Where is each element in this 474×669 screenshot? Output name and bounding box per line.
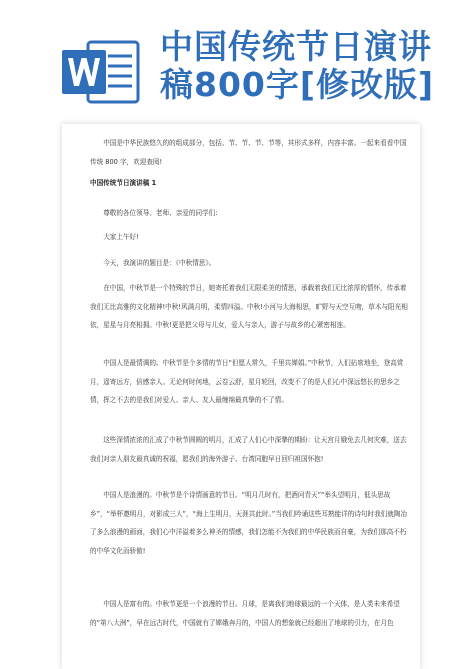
title-line-2: 稿800字[修改版] [160, 65, 435, 104]
paragraph-2: 中国人是最情调的。中秋节是个多情的节日“但愿人常久，千里共婵娟。”中秋节，人们拈席地坐，登高赏月，遥寄远方，倍感亲人。无论何时何地，云卷云舒，星月轮回，改变不了的是人们心中深远悠长的思乡之情，挥之不去的是我们对爱人、亲人、友人最缠绵最真挚的不了情。 [90, 359, 404, 404]
page-title [160, 28, 460, 104]
header-banner [0, 0, 474, 118]
topic-line: 今天，我演讲的题目是：《中秋情思》。 [103, 259, 216, 267]
title-line-1: 中国传统节日演讲 [160, 27, 432, 66]
paragraph-5: 中国人是富有的。中秋节更是一个浪漫的节日。月球，是离我们地球最远的一个天体，是人类未来希望的“第八大洲”，早在远古时代，中国就有了嫦娥奔月的，中国人的想象就已经超出了地球的引力，在月色 [90, 600, 400, 627]
paragraph-1: 在中国，中秋节是一个特殊的节日，她寄托着我们无限柔美的情思，承载着我们无比浓厚的情怀，传承着我们无比高雅的文化精神!中秋!风满月明，柔情四溢。中秋!小河与大海相思，旷野与天空互吻，草木与阳光相依，星星与月亮相拥。中秋!更是把父母与儿女，爱人与亲人，游子与故乡的心紧密相连。 [90, 284, 408, 329]
hello-line: 大家上午好! [103, 233, 139, 241]
intro-paragraph: 中国是中华民族悠久的的组成部分，包括、节、节、节、节等，其形式多样，内容丰富。一起来看看中国传统 800 字，欢迎查阅! [90, 139, 407, 166]
paragraph-3: 这些深情浓浓的汇成了中秋节圆圆的明月，汇成了人们心中深摯的期盼：让天宫月娥免去几何灾难，送去我们对亲人朋友最真诚的祝福，愿我们的海外游子、台湾同胞早日回归祖国怀抱! [90, 436, 407, 463]
section-heading: 中国传统节日演讲稿 1 [90, 179, 157, 187]
word-document-icon [62, 40, 140, 104]
greeting-line: 尊敬的各位领导、老师、亲爱的同学们: [103, 209, 218, 217]
paragraph-4: 中国人是浪漫的。中秋节是个诗情画意的节日。“明月几时有，把酒问青天”“举头望明月，低头思故乡”，“举杯邀明月，对影成三人”，“海上生明月，天涯共此时。”当我们吟诵这些耳熟能详的诗句时我们就陶冶了多么浪漫的画面，我们心中洋溢着多么神圣的情感，我们怎能不为我们的中华民族而自豪，为我们那高不朽的中华文化而骄傲! [90, 491, 408, 555]
